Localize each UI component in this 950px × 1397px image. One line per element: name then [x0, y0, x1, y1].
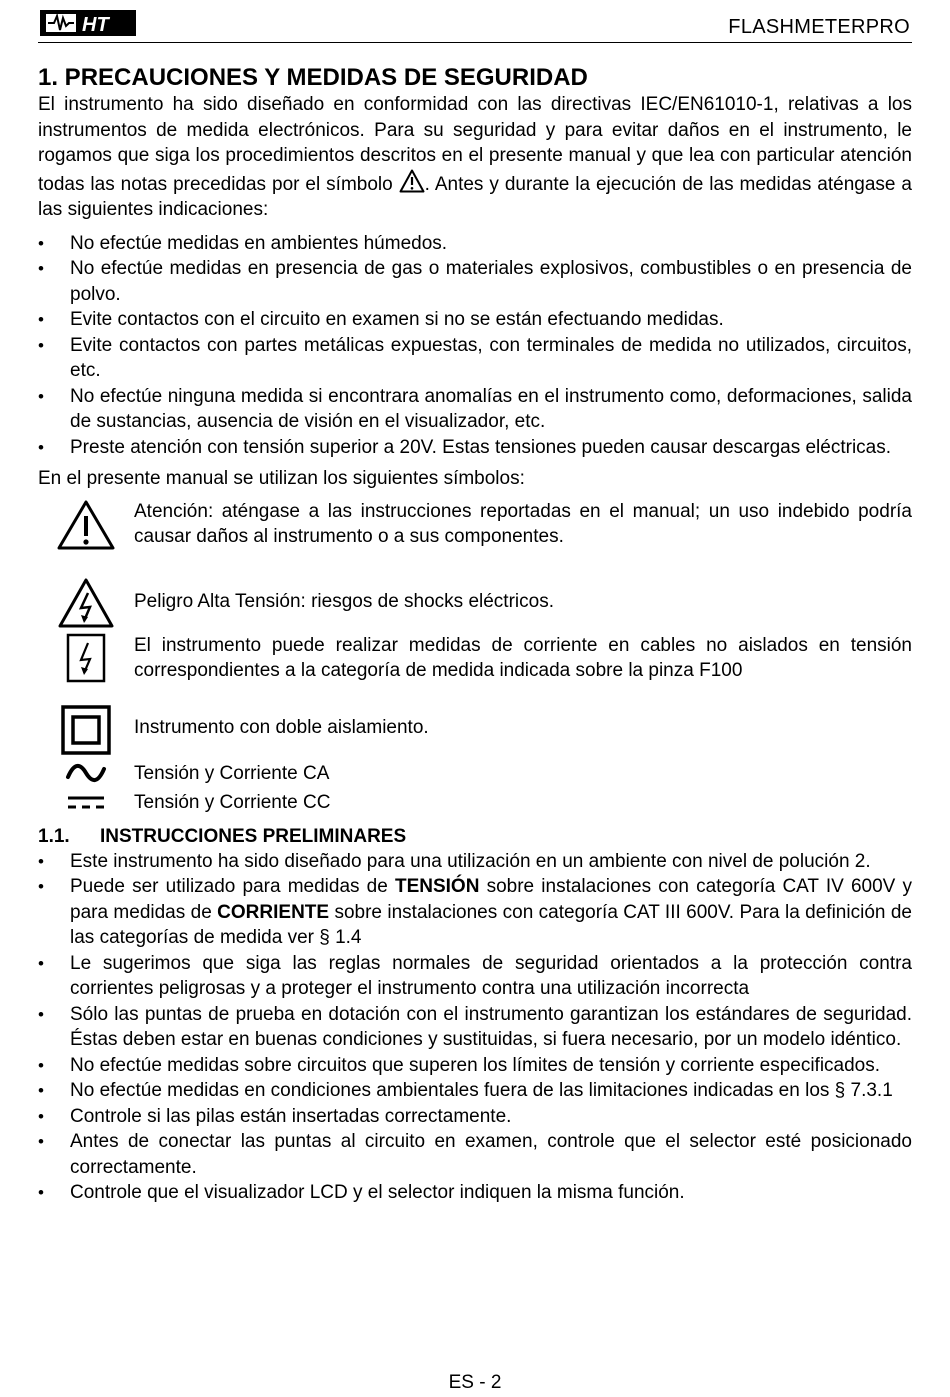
list-item: • Preste atención con tensión superior a 20V. Estas tensiones pueden causar descargas eléctricas.: [38, 435, 912, 461]
list-item: • Evite contactos con partes metálicas expuestas, con terminales de medida no utilizados, circuitos, etc.: [38, 333, 912, 384]
list-item: • No efectúe medidas sobre circuitos que superen los límites de tensión y corriente especificados.: [38, 1053, 912, 1079]
double-insulation-icon: [61, 705, 111, 755]
document-title: FLASHMETERPRO: [728, 16, 910, 38]
section-1-intro: El instrumento ha sido diseñado en conformidad con las directivas IEC/EN61010-1, relativas a los instrumentos de medida electrónicos. Para su seguridad y para evitar daños en el instrumento, le rogamos que siga los procedimientos descritos en el presente manual y que lea con particular atención todas las notas precedidas por el símbolo . Antes y durante la ejecución de las medidas aténgase a las siguientes indicaciones:: [38, 94, 912, 220]
list-item: • Puede ser utilizado para medidas de TENSIÓN sobre instalaciones con categoría CAT IV 600V y para medidas de CORRIENTE sobre instalaciones con categoría CAT III 600V. Para la definición de las categorías de medida ver § 1.4: [38, 874, 912, 951]
svg-text:HT: HT: [82, 14, 109, 36]
section-1-title: 1. PRECAUCIONES Y MEDIDAS DE SEGURIDAD: [38, 64, 588, 91]
symbol-row-live-conductor: [38, 633, 912, 699]
page-content: [38, 64, 912, 1206]
symbol-row-high-voltage: [38, 577, 912, 629]
list-item: • Le sugerimos que siga las reglas normales de seguridad orientados a la protección contra corrientes peligrosas y a proteger el instrumento contra una utilización incorrecta: [38, 951, 912, 1002]
symbol-description: Instrumento con doble aislamiento.: [134, 716, 429, 738]
symbol-description: Atención: aténgase a las instrucciones reportadas en el manual; un uso indebido podría causar daños al instrumento o a sus componentes.: [134, 500, 912, 547]
section-1-1-title: 1.1. INSTRUCCIONES PRELIMINARES: [38, 825, 407, 847]
list-item: • Sólo las puntas de prueba en dotación con el instrumento garantizan los estándares de seguridad. Éstas deben estar en buenas condiciones y sustituidas, si fuera necesario, por un modelo idéntico.: [38, 1002, 912, 1053]
list-item: • Controle que el visualizador LCD y el selector indiquen la misma función.: [38, 1180, 912, 1206]
warning-triangle-icon: [56, 499, 116, 551]
list-item: • No efectúe medidas en condiciones ambientales fuera de las limitaciones indicadas en los § 7.3.1: [38, 1078, 912, 1104]
list-item: • Controle si las pilas están insertadas correctamente.: [38, 1104, 912, 1130]
symbol-description: El instrumento puede realizar medidas de corriente en cables no aislados en tensión correspondientes a la categoría de medida indicada sobre la pinza F100: [134, 634, 912, 681]
page-header: [38, 4, 912, 43]
list-item: • Este instrumento ha sido diseñado para una utilización en un ambiente con nivel de polución 2.: [38, 849, 912, 875]
symbol-row-ac: [38, 761, 912, 790]
symbols-intro: En el presente manual se utilizan los siguientes símbolos:: [38, 468, 525, 489]
list-item: • No efectúe medidas en ambientes húmedos.: [38, 231, 912, 257]
preliminary-list: [38, 849, 912, 1206]
list-item: • Antes de conectar las puntas al circuito en examen, controle que el selector esté posicionado correctamente.: [38, 1129, 912, 1180]
symbol-row-double-insulation: [38, 705, 912, 761]
symbol-description: Tensión y Corriente CC: [134, 791, 331, 813]
list-item: • Evite contactos con el circuito en examen si no se están efectuando medidas.: [38, 307, 912, 333]
ac-icon: [64, 761, 108, 785]
dc-icon: [64, 790, 108, 814]
symbol-description: Peligro Alta Tensión: riesgos de shocks eléctricos.: [134, 590, 554, 612]
live-conductor-icon: [66, 633, 106, 683]
list-item: • No efectúe medidas en presencia de gas o materiales explosivos, combustibles o en presencia de polvo.: [38, 256, 912, 307]
warning-triangle-icon: [399, 169, 425, 193]
list-item: • No efectúe ninguna medida si encontrara anomalías en el instrumento como, deformaciones, salida de sustancias, ausencia de visión en el visualizador, etc.: [38, 384, 912, 435]
safety-list: [38, 231, 912, 461]
ht-logo: [40, 10, 136, 36]
page-number: ES - 2: [448, 1372, 502, 1393]
symbol-row-dc: [38, 790, 912, 818]
symbol-row-warning: [38, 499, 912, 577]
high-voltage-icon: [57, 577, 115, 629]
symbol-description: Tensión y Corriente CA: [134, 762, 330, 784]
